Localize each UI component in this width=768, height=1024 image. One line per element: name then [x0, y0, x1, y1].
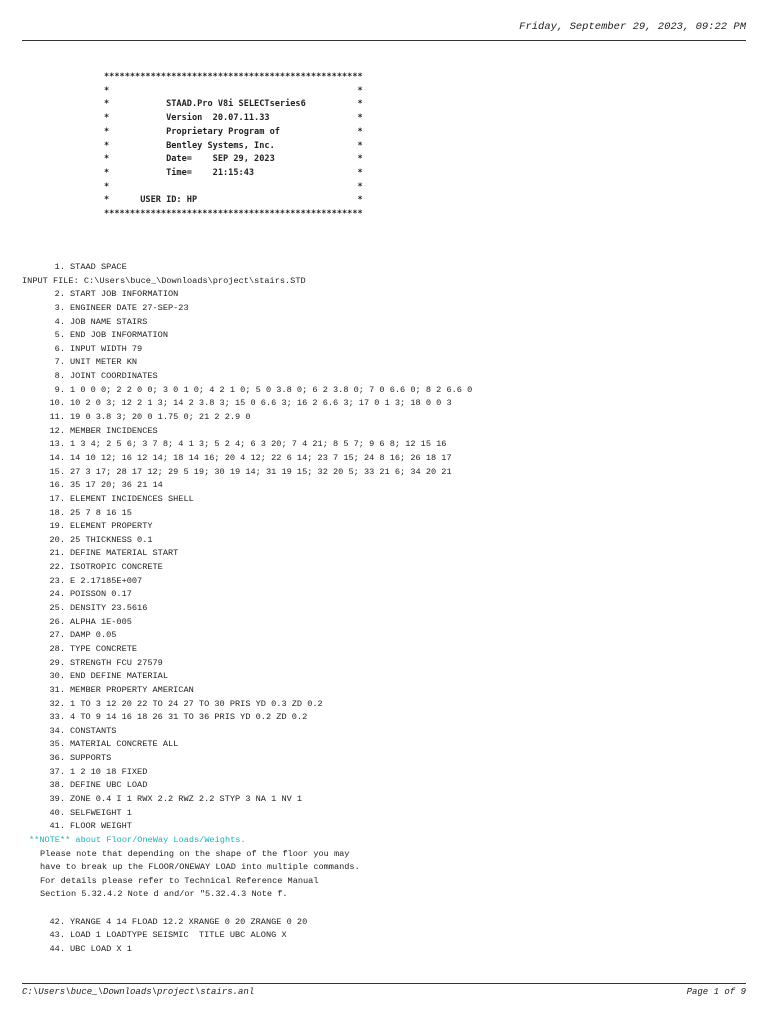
listing-line: [22, 670, 752, 684]
note-line: have to break up the FLOOR/ONEWAY LOAD into multiple commands.: [40, 862, 360, 873]
banner-line: * Bentley Systems, Inc. *: [104, 140, 363, 151]
listing-line: [22, 820, 752, 834]
line-command: ZONE 0.4 I 1 RWX 2.2 RWZ 2.2 STYP 3 NA 1 NV 1: [70, 793, 303, 804]
line-command: 14 10 12; 16 12 14; 18 14 16; 20 4 12; 22 6 14; 23 7 15; 24 8 16; 26 18 17: [70, 452, 452, 463]
floor-load-note-title: **NOTE** about Floor/OneWay Loads/Weights.: [29, 834, 246, 845]
listing-line: [22, 561, 752, 575]
line-number: 7.: [54, 357, 65, 368]
line-number: 22.: [49, 562, 65, 573]
line-number: 43.: [49, 930, 65, 941]
line-number: 15.: [49, 466, 65, 477]
line-number: 4.: [54, 316, 65, 327]
line-command: END JOB INFORMATION: [70, 330, 168, 341]
line-number: 5.: [54, 330, 65, 341]
line-number: 29.: [49, 657, 65, 668]
listing-line: [22, 575, 752, 589]
line-command: 1 0 0 0; 2 2 0 0; 3 0 1 0; 4 2 1 0; 5 0 3.8 0; 6 2 3.8 0; 7 0 6.6 0; 8 2 6.6 0: [70, 384, 473, 395]
line-command: CONSTANTS: [70, 725, 117, 736]
line-command: FLOOR WEIGHT: [70, 821, 132, 832]
line-number: 38.: [49, 780, 65, 791]
line-number: 28.: [49, 643, 65, 654]
banner-line: **************************************************: [104, 72, 363, 82]
listing-line: [22, 288, 752, 302]
line-command: SELFWEIGHT 1: [70, 807, 132, 818]
note-line: Section 5.32.4.2 Note d and/or "5.32.4.3 Note f.: [40, 889, 288, 900]
listing-line: [22, 779, 752, 793]
input-file-path: INPUT FILE: C:\Users\buce_\Downloads\project\stairs.STD: [22, 275, 306, 286]
line-command: 25 7 8 16 15: [70, 507, 132, 518]
listing-line: [22, 766, 752, 780]
line-command: DAMP 0.05: [70, 630, 117, 641]
line-command: STRENGTH FCU 27579: [70, 657, 163, 668]
line-command: 1 3 4; 2 5 6; 3 7 8; 4 1 3; 5 2 4; 6 3 20; 7 4 21; 8 5 7; 9 6 8; 12 15 16: [70, 439, 447, 450]
line-number: 40.: [49, 807, 65, 818]
listing-line: [22, 411, 752, 425]
line-number: 17.: [49, 493, 65, 504]
line-command: SUPPORTS: [70, 753, 112, 764]
listing-line: [22, 793, 752, 807]
listing-line: [22, 616, 752, 630]
banner-line: * Version 20.07.11.33 *: [104, 113, 363, 124]
line-number: 6.: [54, 343, 65, 354]
listing-line: [22, 698, 752, 712]
line-command: E 2.17185E+007: [70, 575, 143, 586]
line-number: 37.: [49, 766, 65, 777]
line-number: 9.: [54, 384, 65, 395]
line-number: 41.: [49, 821, 65, 832]
listing-line: [22, 807, 752, 821]
line-command: 35 17 20; 36 21 14: [70, 480, 163, 491]
line-number: 42.: [49, 916, 65, 927]
listing-line: [22, 534, 752, 548]
listing-line: 1. STAAD SPACE: [54, 262, 127, 272]
line-command: 1 TO 3 12 20 22 TO 24 27 TO 30 PRIS YD 0.3 ZD 0.2: [70, 698, 323, 709]
line-number: 32.: [49, 698, 65, 709]
line-number: 2.: [54, 289, 65, 300]
line-command: ISOTROPIC CONCRETE: [70, 562, 163, 573]
footer-page-number: Page 1 of 9: [686, 987, 746, 997]
listing-line: [22, 684, 752, 698]
line-command: MEMBER PROPERTY AMERICAN: [70, 684, 194, 695]
listing-line: [22, 466, 752, 480]
listing-line: [22, 711, 752, 725]
listing-line: [22, 629, 752, 643]
listing-line: [22, 384, 752, 398]
line-command: UNIT METER KN: [70, 357, 138, 368]
footer-file-path: C:\Users\buce_\Downloads\project\stairs.anl: [22, 987, 255, 997]
line-number: 36.: [49, 753, 65, 764]
line-number: 25.: [49, 603, 65, 614]
listing-line: [22, 929, 752, 943]
listing-line: [22, 643, 752, 657]
line-command: JOINT COORDINATES: [70, 371, 158, 382]
line-number: 12.: [49, 425, 65, 436]
line-command: MEMBER INCIDENCES: [70, 425, 158, 436]
banner-line: * USER ID: HP *: [104, 195, 363, 206]
listing-line: [22, 520, 752, 534]
listing-line: [22, 452, 752, 466]
line-command: DENSITY 23.5616: [70, 603, 148, 614]
banner-line: * Proprietary Program of *: [104, 126, 363, 137]
listing-line: [22, 752, 752, 766]
line-command: 4 TO 9 14 16 18 26 31 TO 36 PRIS YD 0.2 ZD 0.2: [70, 712, 308, 723]
line-command: ELEMENT INCIDENCES SHELL: [70, 493, 194, 504]
listing-line: [22, 329, 752, 343]
line-number: 35.: [49, 739, 65, 750]
line-command: 10 2 0 3; 12 2 1 3; 14 2 3.8 3; 15 0 6.6 3; 16 2 6.6 3; 17 0 1 3; 18 0 0 3: [70, 398, 452, 409]
line-number: 3.: [54, 302, 65, 313]
banner-line: * STAAD.Pro V8i SELECTseries6 *: [104, 99, 363, 110]
line-command: TYPE CONCRETE: [70, 643, 138, 654]
line-number: 11.: [49, 412, 65, 423]
banner-line: **************************************************: [104, 209, 363, 220]
banner-line: * Date= SEP 29, 2023 *: [104, 154, 363, 165]
staad-banner: [104, 71, 363, 222]
line-number: 8.: [54, 371, 65, 382]
line-number: 31.: [49, 684, 65, 695]
listing-line: [22, 425, 752, 439]
line-command: 27 3 17; 28 17 12; 29 5 19; 30 19 14; 31 19 15; 32 20 5; 33 21 6; 34 20 21: [70, 466, 452, 477]
listing-line: [22, 738, 752, 752]
line-number: 24.: [49, 589, 65, 600]
listing-line: [22, 725, 752, 739]
line-number: 44.: [49, 944, 65, 955]
line-command: ENGINEER DATE 27-SEP-23: [70, 302, 189, 313]
header-datetime: Friday, September 29, 2023, 09:22 PM: [519, 21, 746, 33]
listing-line: [22, 438, 752, 452]
line-command: DEFINE UBC LOAD: [70, 780, 148, 791]
listing-line: [22, 370, 752, 384]
note-line: Please note that depending on the shape of the floor you may: [40, 848, 350, 859]
line-number: 34.: [49, 725, 65, 736]
note-line: For details please refer to Technical Reference Manual: [40, 875, 319, 886]
banner-line: * *: [104, 181, 363, 192]
line-command: 19 0 3.8 3; 20 0 1.75 0; 21 2 2.9 0: [70, 412, 251, 423]
line-command: ELEMENT PROPERTY: [70, 521, 153, 532]
listing-line: [22, 602, 752, 616]
listing-line: [22, 479, 752, 493]
line-command: DEFINE MATERIAL START: [70, 548, 179, 559]
line-number: 33.: [49, 712, 65, 723]
line-number: 18.: [49, 507, 65, 518]
line-command: START JOB INFORMATION: [70, 289, 179, 300]
line-number: 10.: [49, 398, 65, 409]
listing-line: [22, 316, 752, 330]
line-number: 21.: [49, 548, 65, 559]
line-number: 39.: [49, 793, 65, 804]
listing-line: [22, 547, 752, 561]
line-number: 16.: [49, 480, 65, 491]
listing-line: [22, 657, 752, 671]
line-command: INPUT WIDTH 79: [70, 343, 143, 354]
listing-line: [22, 302, 752, 316]
line-command: LOAD 1 LOADTYPE SEISMIC TITLE UBC ALONG X: [70, 930, 287, 941]
line-number: 26.: [49, 616, 65, 627]
line-number: 14.: [49, 452, 65, 463]
line-command: YRANGE 4 14 FLOAD 12.2 XRANGE 0 20 ZRANGE 0 20: [70, 916, 308, 927]
line-command: 25 THICKNESS 0.1: [70, 534, 153, 545]
line-command: POISSON 0.17: [70, 589, 132, 600]
listing-line: [22, 397, 752, 411]
listing-line: [22, 943, 752, 957]
line-command: END DEFINE MATERIAL: [70, 671, 168, 682]
line-command: 1 2 10 18 FIXED: [70, 766, 148, 777]
input-listing: [22, 261, 752, 957]
line-number: 13.: [49, 439, 65, 450]
line-command: UBC LOAD X 1: [70, 944, 132, 955]
line-command: ALPHA 1E-005: [70, 616, 132, 627]
line-number: 27.: [49, 630, 65, 641]
listing-line: [22, 916, 752, 930]
header-divider: [22, 40, 746, 41]
line-command: JOB NAME STAIRS: [70, 316, 148, 327]
listing-line: [22, 356, 752, 370]
line-number: 19.: [49, 521, 65, 532]
line-command: MATERIAL CONCRETE ALL: [70, 739, 179, 750]
line-number: 23.: [49, 575, 65, 586]
listing-line: [22, 343, 752, 357]
listing-line: [22, 493, 752, 507]
listing-line: [22, 507, 752, 521]
line-number: 20.: [49, 534, 65, 545]
banner-line: * Time= 21:15:43 *: [104, 167, 363, 178]
line-number: 30.: [49, 671, 65, 682]
banner-line: * *: [104, 85, 363, 96]
footer-divider: [22, 983, 746, 984]
listing-line: [22, 588, 752, 602]
